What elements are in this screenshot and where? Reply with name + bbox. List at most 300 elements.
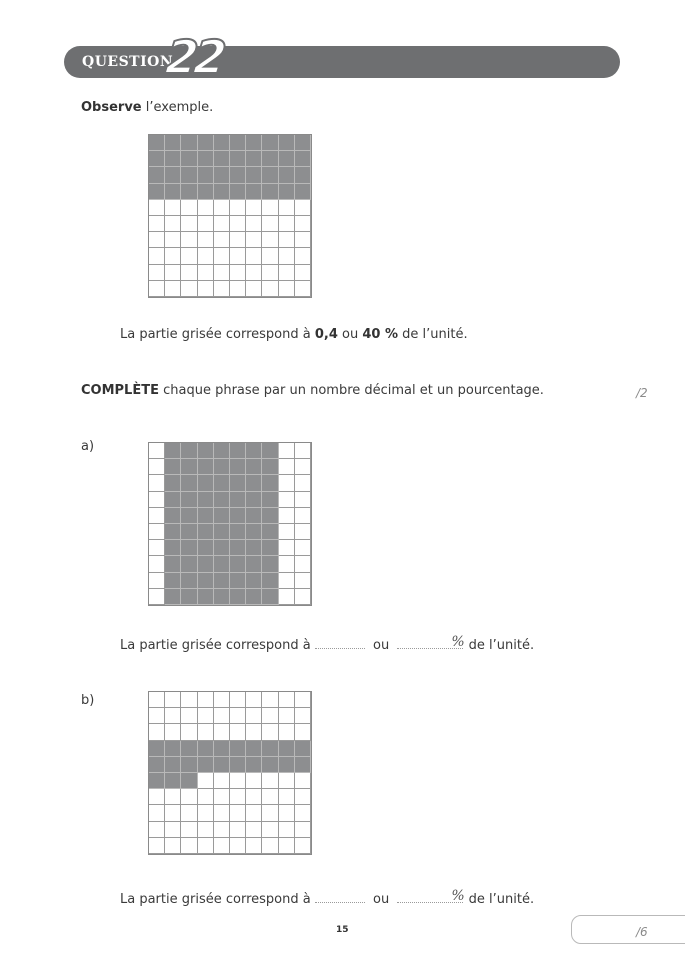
grid-cell xyxy=(149,692,165,708)
grid-cell xyxy=(165,232,181,248)
grid-cell xyxy=(181,184,197,200)
grid-cell xyxy=(149,265,165,281)
grid-cell xyxy=(165,692,181,708)
grid-cell xyxy=(181,540,197,556)
grid-cell xyxy=(230,822,246,838)
grid-cell xyxy=(230,741,246,757)
grid-cell xyxy=(165,805,181,821)
grid-cell xyxy=(279,822,295,838)
grid-cell xyxy=(198,805,214,821)
grid-cell xyxy=(165,216,181,232)
grid-cell xyxy=(279,135,295,151)
total-score: /6 xyxy=(636,925,648,939)
grid-cell xyxy=(198,475,214,491)
grid-cell xyxy=(246,475,262,491)
grid-cell xyxy=(165,492,181,508)
grid-cell xyxy=(262,443,278,459)
grid-cell xyxy=(279,692,295,708)
grid-cell xyxy=(230,692,246,708)
part-a-connector: ou xyxy=(372,638,390,653)
grid-cell xyxy=(295,822,311,838)
part-a-decimal-blank[interactable] xyxy=(315,636,365,649)
grid-cell xyxy=(295,789,311,805)
grid-cell xyxy=(295,708,311,724)
grid-cell xyxy=(246,265,262,281)
grid-cell xyxy=(181,789,197,805)
grid-cell xyxy=(198,692,214,708)
grid-cell xyxy=(295,838,311,854)
grid-cell xyxy=(214,459,230,475)
grid-cell xyxy=(279,556,295,572)
grid-cell xyxy=(279,265,295,281)
grid-cell xyxy=(230,200,246,216)
grid-cell xyxy=(198,248,214,264)
grid-cell xyxy=(198,151,214,167)
grid-cell xyxy=(246,589,262,605)
example-instruction-verb: Observe xyxy=(81,100,142,115)
grid-cell xyxy=(230,151,246,167)
grid-cell xyxy=(279,184,295,200)
grid-cell xyxy=(165,708,181,724)
grid-cell xyxy=(262,838,278,854)
grid-cell xyxy=(246,822,262,838)
grid-cell xyxy=(279,475,295,491)
part-b-hundred-grid xyxy=(148,691,312,855)
grid-cell xyxy=(262,508,278,524)
grid-cell xyxy=(295,492,311,508)
grid-cell xyxy=(165,741,181,757)
grid-cell xyxy=(214,135,230,151)
grid-cell xyxy=(149,573,165,589)
grid-cell xyxy=(149,524,165,540)
grid-cell xyxy=(295,741,311,757)
grid-cell xyxy=(246,524,262,540)
grid-cell xyxy=(181,741,197,757)
grid-cell xyxy=(198,200,214,216)
grid-cell xyxy=(295,459,311,475)
grid-cell xyxy=(149,741,165,757)
grid-cell xyxy=(198,167,214,183)
grid-cell xyxy=(214,573,230,589)
grid-cell xyxy=(246,838,262,854)
grid-cell xyxy=(165,281,181,297)
grid-cell xyxy=(198,524,214,540)
grid-cell xyxy=(149,248,165,264)
grid-cell xyxy=(262,459,278,475)
grid-cell xyxy=(246,724,262,740)
task-instruction-text: chaque phrase par un nombre décimal et un pourcentage. xyxy=(158,383,544,398)
grid-cell xyxy=(295,443,311,459)
grid-cell xyxy=(230,443,246,459)
grid-cell xyxy=(279,789,295,805)
grid-cell xyxy=(214,838,230,854)
grid-cell xyxy=(246,573,262,589)
grid-cell xyxy=(295,167,311,183)
grid-cell xyxy=(214,757,230,773)
part-a-percent-sign: % xyxy=(451,634,465,650)
grid-cell xyxy=(198,724,214,740)
grid-cell xyxy=(214,216,230,232)
grid-cell xyxy=(214,773,230,789)
grid-cell xyxy=(230,248,246,264)
grid-cell xyxy=(165,184,181,200)
grid-cell xyxy=(279,216,295,232)
grid-cell xyxy=(295,508,311,524)
grid-cell xyxy=(214,540,230,556)
grid-cell xyxy=(165,540,181,556)
part-b-decimal-blank[interactable] xyxy=(315,890,365,903)
grid-cell xyxy=(198,757,214,773)
grid-cell xyxy=(149,540,165,556)
grid-cell xyxy=(230,184,246,200)
grid-cell xyxy=(262,151,278,167)
grid-cell xyxy=(165,200,181,216)
grid-cell xyxy=(214,789,230,805)
grid-cell xyxy=(279,805,295,821)
grid-cell xyxy=(214,265,230,281)
grid-cell xyxy=(295,265,311,281)
grid-cell xyxy=(214,692,230,708)
grid-cell xyxy=(181,200,197,216)
grid-cell xyxy=(262,540,278,556)
question-number: 22 xyxy=(163,30,225,84)
grid-cell xyxy=(149,773,165,789)
grid-cell xyxy=(279,167,295,183)
grid-cell xyxy=(198,838,214,854)
grid-cell xyxy=(165,459,181,475)
grid-cell xyxy=(198,459,214,475)
grid-cell xyxy=(279,200,295,216)
grid-cell xyxy=(181,773,197,789)
example-sentence-end: de l’unité. xyxy=(398,327,468,342)
grid-cell xyxy=(214,475,230,491)
grid-cell xyxy=(149,216,165,232)
grid-cell xyxy=(262,822,278,838)
grid-cell xyxy=(295,200,311,216)
part-b-label: b) xyxy=(81,693,95,708)
part-a-label: a) xyxy=(81,439,95,454)
grid-cell xyxy=(262,573,278,589)
grid-cell xyxy=(230,508,246,524)
grid-cell xyxy=(198,232,214,248)
grid-cell xyxy=(295,151,311,167)
grid-cell xyxy=(295,573,311,589)
grid-cell xyxy=(149,459,165,475)
grid-cell xyxy=(246,167,262,183)
grid-cell xyxy=(279,540,295,556)
part-a-sentence-end: de l’unité. xyxy=(468,638,535,653)
grid-cell xyxy=(246,708,262,724)
grid-cell xyxy=(214,724,230,740)
part-a-sentence-start: La partie grisée correspond à xyxy=(120,638,315,653)
grid-cell xyxy=(262,265,278,281)
part-b-connector: ou xyxy=(372,892,390,907)
grid-cell xyxy=(295,773,311,789)
grid-cell xyxy=(149,443,165,459)
grid-cell xyxy=(198,540,214,556)
grid-cell xyxy=(165,248,181,264)
grid-cell xyxy=(279,708,295,724)
grid-cell xyxy=(295,589,311,605)
grid-cell xyxy=(149,135,165,151)
grid-cell xyxy=(295,184,311,200)
grid-cell xyxy=(149,508,165,524)
page-number: 15 xyxy=(336,925,349,935)
grid-cell xyxy=(181,265,197,281)
grid-cell xyxy=(198,265,214,281)
example-instruction-text: l’exemple. xyxy=(141,100,214,115)
grid-cell xyxy=(230,708,246,724)
grid-cell xyxy=(279,492,295,508)
grid-cell xyxy=(262,724,278,740)
grid-cell xyxy=(230,556,246,572)
grid-cell xyxy=(149,184,165,200)
grid-cell xyxy=(181,573,197,589)
grid-cell xyxy=(198,556,214,572)
grid-cell xyxy=(181,724,197,740)
grid-cell xyxy=(279,757,295,773)
grid-cell xyxy=(246,151,262,167)
grid-cell xyxy=(279,248,295,264)
grid-cell xyxy=(230,281,246,297)
grid-cell xyxy=(149,556,165,572)
example-sentence-start: La partie grisée correspond à xyxy=(120,327,315,342)
grid-cell xyxy=(198,443,214,459)
grid-cell xyxy=(279,459,295,475)
grid-cell xyxy=(149,757,165,773)
grid-cell xyxy=(181,508,197,524)
grid-cell xyxy=(149,708,165,724)
grid-cell xyxy=(165,151,181,167)
grid-cell xyxy=(165,265,181,281)
example-percent-value: 40 % xyxy=(362,327,398,342)
grid-cell xyxy=(198,508,214,524)
grid-cell xyxy=(198,281,214,297)
grid-cell xyxy=(165,135,181,151)
grid-cell xyxy=(246,757,262,773)
grid-cell xyxy=(262,167,278,183)
grid-cell xyxy=(230,757,246,773)
grid-cell xyxy=(295,216,311,232)
grid-cell xyxy=(262,589,278,605)
grid-cell xyxy=(181,475,197,491)
grid-cell xyxy=(181,589,197,605)
grid-cell xyxy=(214,805,230,821)
grid-cell xyxy=(198,184,214,200)
grid-cell xyxy=(262,281,278,297)
part-a-sentence xyxy=(120,636,534,653)
grid-cell xyxy=(262,773,278,789)
grid-cell xyxy=(214,200,230,216)
grid-cell xyxy=(295,248,311,264)
grid-cell xyxy=(230,789,246,805)
grid-cell xyxy=(230,135,246,151)
grid-cell xyxy=(246,135,262,151)
grid-cell xyxy=(165,724,181,740)
grid-cell xyxy=(246,741,262,757)
example-sentence xyxy=(120,327,468,342)
grid-cell xyxy=(262,708,278,724)
example-hundred-grid xyxy=(148,134,312,298)
grid-cell xyxy=(262,556,278,572)
grid-cell xyxy=(279,741,295,757)
grid-cell xyxy=(230,805,246,821)
grid-cell xyxy=(246,200,262,216)
grid-cell xyxy=(181,757,197,773)
grid-cell xyxy=(149,232,165,248)
grid-cell xyxy=(149,589,165,605)
grid-cell xyxy=(165,443,181,459)
grid-cell xyxy=(262,524,278,540)
grid-cell xyxy=(230,540,246,556)
grid-cell xyxy=(165,508,181,524)
grid-cell xyxy=(165,475,181,491)
grid-cell xyxy=(181,232,197,248)
grid-cell xyxy=(295,757,311,773)
task-instruction xyxy=(81,383,544,398)
grid-cell xyxy=(214,167,230,183)
grid-cell xyxy=(262,184,278,200)
grid-cell xyxy=(181,492,197,508)
grid-cell xyxy=(198,741,214,757)
grid-cell xyxy=(165,589,181,605)
grid-cell xyxy=(181,248,197,264)
grid-cell xyxy=(246,232,262,248)
grid-cell xyxy=(279,232,295,248)
grid-cell xyxy=(246,540,262,556)
grid-cell xyxy=(295,135,311,151)
grid-cell xyxy=(149,724,165,740)
grid-cell xyxy=(262,789,278,805)
grid-cell xyxy=(262,492,278,508)
grid-cell xyxy=(230,773,246,789)
grid-cell xyxy=(295,281,311,297)
grid-cell xyxy=(262,692,278,708)
task-instruction-verb: COMPLÈTE xyxy=(81,383,159,398)
grid-cell xyxy=(181,443,197,459)
grid-cell xyxy=(198,708,214,724)
grid-cell xyxy=(279,524,295,540)
grid-cell xyxy=(198,573,214,589)
grid-cell xyxy=(295,724,311,740)
grid-cell xyxy=(181,805,197,821)
grid-cell xyxy=(198,216,214,232)
grid-cell xyxy=(214,184,230,200)
grid-cell xyxy=(230,589,246,605)
grid-cell xyxy=(214,822,230,838)
grid-cell xyxy=(230,838,246,854)
grid-cell xyxy=(181,692,197,708)
grid-cell xyxy=(198,135,214,151)
grid-cell xyxy=(246,459,262,475)
grid-cell xyxy=(214,524,230,540)
grid-cell xyxy=(198,589,214,605)
part-b-sentence-end: de l’unité. xyxy=(468,892,535,907)
grid-cell xyxy=(149,789,165,805)
grid-cell xyxy=(214,741,230,757)
grid-cell xyxy=(230,475,246,491)
grid-cell xyxy=(165,838,181,854)
grid-cell xyxy=(246,556,262,572)
grid-cell xyxy=(230,167,246,183)
grid-cell xyxy=(230,459,246,475)
grid-cell xyxy=(246,805,262,821)
grid-cell xyxy=(279,508,295,524)
grid-cell xyxy=(246,281,262,297)
grid-cell xyxy=(279,724,295,740)
grid-cell xyxy=(246,216,262,232)
grid-cell xyxy=(165,167,181,183)
grid-cell xyxy=(149,151,165,167)
grid-cell xyxy=(295,692,311,708)
grid-cell xyxy=(181,151,197,167)
grid-cell xyxy=(181,524,197,540)
grid-cell xyxy=(262,805,278,821)
grid-cell xyxy=(198,492,214,508)
grid-cell xyxy=(295,524,311,540)
total-score-box xyxy=(571,915,685,944)
example-decimal-value: 0,4 xyxy=(314,327,338,342)
grid-cell xyxy=(181,838,197,854)
grid-cell xyxy=(165,524,181,540)
grid-cell xyxy=(165,573,181,589)
grid-cell xyxy=(214,151,230,167)
grid-cell xyxy=(246,492,262,508)
grid-cell xyxy=(262,248,278,264)
grid-cell xyxy=(214,443,230,459)
grid-cell xyxy=(149,200,165,216)
example-connector: ou xyxy=(337,327,363,342)
grid-cell xyxy=(149,167,165,183)
grid-cell xyxy=(295,540,311,556)
grid-cell xyxy=(279,838,295,854)
grid-cell xyxy=(149,281,165,297)
grid-cell xyxy=(262,232,278,248)
grid-cell xyxy=(230,524,246,540)
question-label: QUESTION xyxy=(82,54,174,70)
grid-cell xyxy=(181,216,197,232)
grid-cell xyxy=(230,573,246,589)
grid-cell xyxy=(262,135,278,151)
grid-cell xyxy=(246,508,262,524)
grid-cell xyxy=(149,838,165,854)
grid-cell xyxy=(214,232,230,248)
grid-cell xyxy=(181,135,197,151)
part-b-sentence-start: La partie grisée correspond à xyxy=(120,892,315,907)
grid-cell xyxy=(246,773,262,789)
grid-cell xyxy=(230,232,246,248)
grid-cell xyxy=(214,708,230,724)
grid-cell xyxy=(230,265,246,281)
grid-cell xyxy=(181,708,197,724)
grid-cell xyxy=(149,822,165,838)
grid-cell xyxy=(214,556,230,572)
grid-cell xyxy=(279,151,295,167)
example-instruction xyxy=(81,100,213,115)
grid-cell xyxy=(295,556,311,572)
grid-cell xyxy=(214,248,230,264)
grid-cell xyxy=(181,556,197,572)
grid-cell xyxy=(246,789,262,805)
grid-cell xyxy=(181,822,197,838)
grid-cell xyxy=(165,773,181,789)
grid-cell xyxy=(214,492,230,508)
grid-cell xyxy=(214,281,230,297)
grid-cell xyxy=(246,443,262,459)
grid-cell xyxy=(262,216,278,232)
grid-cell xyxy=(279,589,295,605)
grid-cell xyxy=(214,589,230,605)
